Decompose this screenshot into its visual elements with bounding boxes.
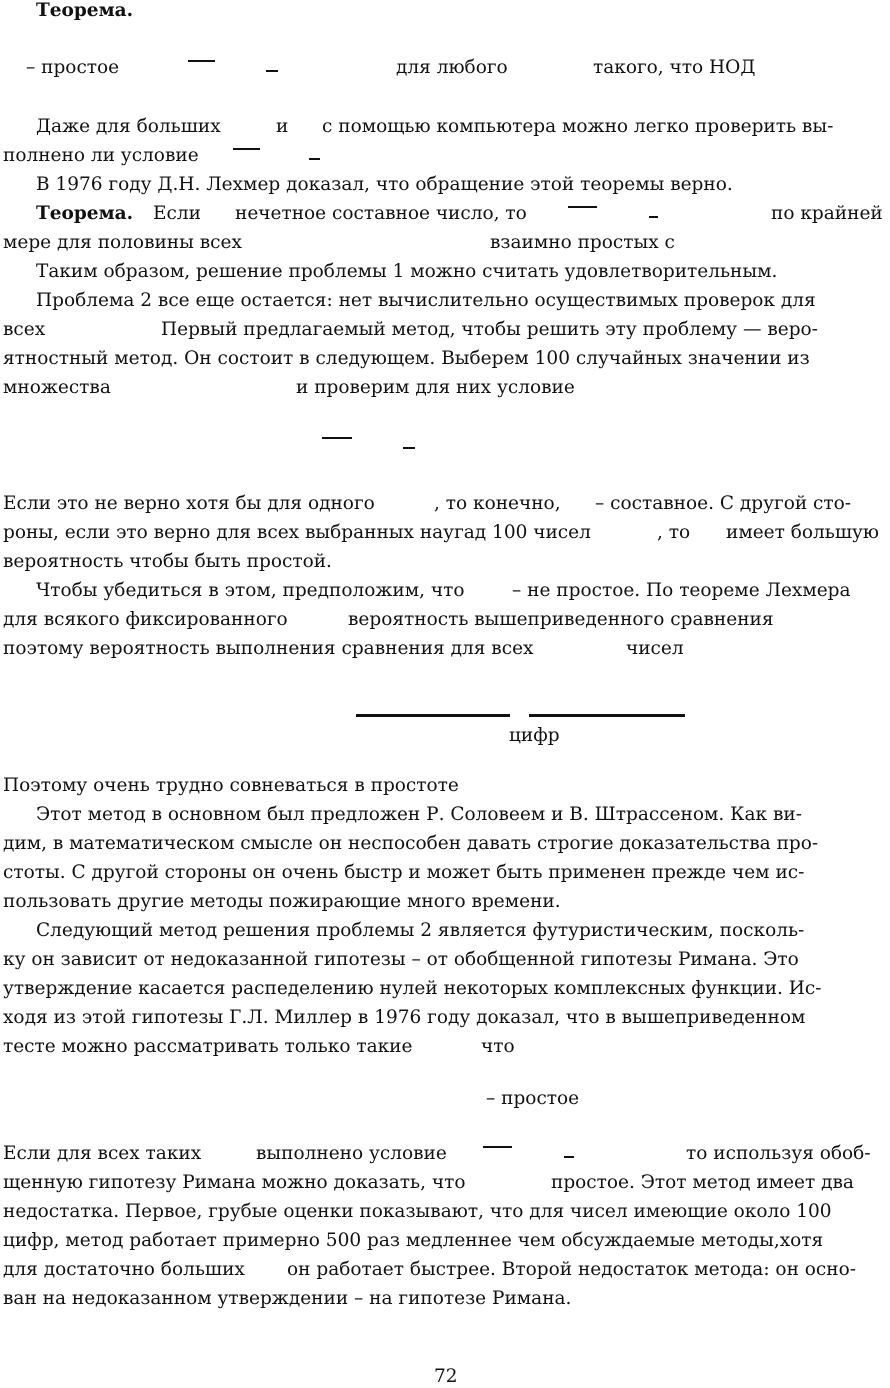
- p7: Поэтому очень трудно совневаться в простоте: [3, 775, 459, 796]
- fraction-bar: [483, 1146, 512, 1148]
- fraction-bar: [233, 148, 260, 150]
- p1-line2: полнено ли условие: [3, 145, 199, 166]
- p6-line1-b: – не простое. По теореме Лехмера: [512, 580, 851, 601]
- p5-line2-b: , то: [657, 522, 691, 543]
- minus-sign: [266, 70, 278, 72]
- theorem2-text-b: нечетное составное число, то: [235, 203, 527, 224]
- p8-line1: Этот метод в основном был предложен Р. Соловеем и В. Штрассеном. Как ви-: [36, 804, 802, 825]
- theorem1-label: Теорема.: [36, 0, 134, 21]
- p9-line1: Следующий метод решения проблемы 2 является футуристическим, посколь-: [36, 920, 805, 941]
- prime-label: – простое: [486, 1088, 580, 1109]
- theorem1-text-b: для любого: [396, 57, 508, 78]
- p10-line6: ван на недоказанном утверждении – на гипотезе Римана.: [3, 1288, 572, 1309]
- p1-line1-b: и: [276, 116, 289, 137]
- p5-line2-a: роны, если это верно для всех выбранных наугад 100 чисел: [3, 522, 591, 543]
- p10-line2-b: простое. Этот метод имеет два: [551, 1172, 854, 1193]
- theorem1-text-c: такого, что НОД: [593, 57, 756, 78]
- p9-line5-a: тесте можно рассматривать только такие: [3, 1036, 413, 1057]
- p4-line1: Проблема 2 все еще остается: нет вычислительно осуществимых проверок для: [36, 290, 816, 311]
- p10-line5-a: для достаточно больших: [3, 1259, 245, 1280]
- p5-line3: вероятность чтобы быть простой.: [3, 551, 332, 572]
- p5-line1-a: Если это не верно хотя бы для одного: [3, 493, 375, 514]
- p8-line2: дим, в математическом смысле он неспособен давать строгие доказательства про-: [3, 833, 819, 854]
- p10-line2-a: щенную гипотезу Римана можно доказать, что: [3, 1172, 466, 1193]
- theorem2-line2-a: мере для половины всех: [3, 232, 242, 253]
- fraction-bar: [529, 714, 685, 717]
- theorem2-text-a: Если: [153, 203, 201, 224]
- page-number: 72: [434, 1366, 458, 1387]
- p1-line1-c: с помощью компьютера можно легко проверить вы-: [322, 116, 834, 137]
- p9-line3: утверждение касается распеделению нулей некоторых комплексных функции. Ис-: [3, 978, 822, 999]
- minus-sign: [649, 216, 658, 218]
- p5-line2-c: имеет большую: [726, 522, 880, 543]
- p2: В 1976 году Д.Н. Лехмер доказал, что обращение этой теоремы верно.: [36, 174, 733, 195]
- p9-line2: ку он зависит от недоказанной гипотезы – от обобщенной гипотезы Римана. Это: [3, 949, 799, 970]
- fraction-bar: [568, 206, 597, 208]
- theorem2-label: Теорема.: [36, 203, 134, 224]
- p5-line1-b: , то конечно,: [434, 493, 561, 514]
- p6-line1-a: Чтобы убедиться в этом, предположим, что: [36, 580, 465, 601]
- theorem1-text-a: – простое: [26, 57, 120, 78]
- theorem2-line2-b: взаимно простых с: [490, 232, 675, 253]
- minus-sign: [564, 1156, 574, 1158]
- p1-line1-a: Даже для больших: [36, 116, 221, 137]
- p9-line5-b: что: [481, 1036, 515, 1057]
- p10-line1-a: Если для всех таких: [3, 1143, 202, 1164]
- p3: Таким образом, решение проблемы 1 можно считать удовлетворительным.: [36, 261, 778, 282]
- minus-sign: [403, 447, 415, 449]
- p4-line4-a: множества: [3, 377, 111, 398]
- p10-line1-c: то используя обоб-: [686, 1143, 871, 1164]
- minus-sign: [309, 158, 320, 160]
- fraction-bar: [356, 714, 510, 717]
- p10-line3: недостатка. Первое, грубые оценки показывают, что для чисел имеющие около 100: [3, 1201, 832, 1222]
- p10-line5-b: он работает быстрее. Второй недостаток метода: он осно-: [287, 1259, 857, 1280]
- p10-line1-b: выполнено условие: [256, 1143, 447, 1164]
- p6-line2-a: для всякого фиксированного: [3, 609, 288, 630]
- fraction-bar: [322, 437, 352, 439]
- p4-line2-b: Первый предлагаемый метод, чтобы решить эту проблему — веро-: [161, 319, 818, 340]
- p4-line2-a: всех: [3, 319, 46, 340]
- p6-line2-b: вероятность вышеприведенного сравнения: [348, 609, 774, 630]
- theorem2-text-c: по крайней: [771, 203, 883, 224]
- fraction-bar: [188, 60, 215, 62]
- digits-label: цифр: [509, 725, 560, 746]
- p8-line3: стоты. С другой стороны он очень быстр и может быть применен прежде чем ис-: [3, 862, 805, 883]
- p5-line1-c: – составное. С другой сто-: [595, 493, 852, 514]
- p9-line4: ходя из этой гипотезы Г.Л. Миллер в 1976 году доказал, что в вышеприведенном: [3, 1007, 806, 1028]
- p6-line3-a: поэтому вероятность выполнения сравнения для всех: [3, 638, 534, 659]
- p8-line4: пользовать другие методы пожирающие много времени.: [3, 891, 561, 912]
- p10-line4: цифр, метод работает примерно 500 раз медленнее чем обсуждаемые методы,хотя: [3, 1230, 824, 1251]
- p4-line3: ятностный метод. Он состоит в следующем. Выберем 100 случайных значении из: [3, 348, 810, 369]
- p6-line3-b: чисел: [626, 638, 684, 659]
- p4-line4-b: и проверим для них условие: [296, 377, 575, 398]
